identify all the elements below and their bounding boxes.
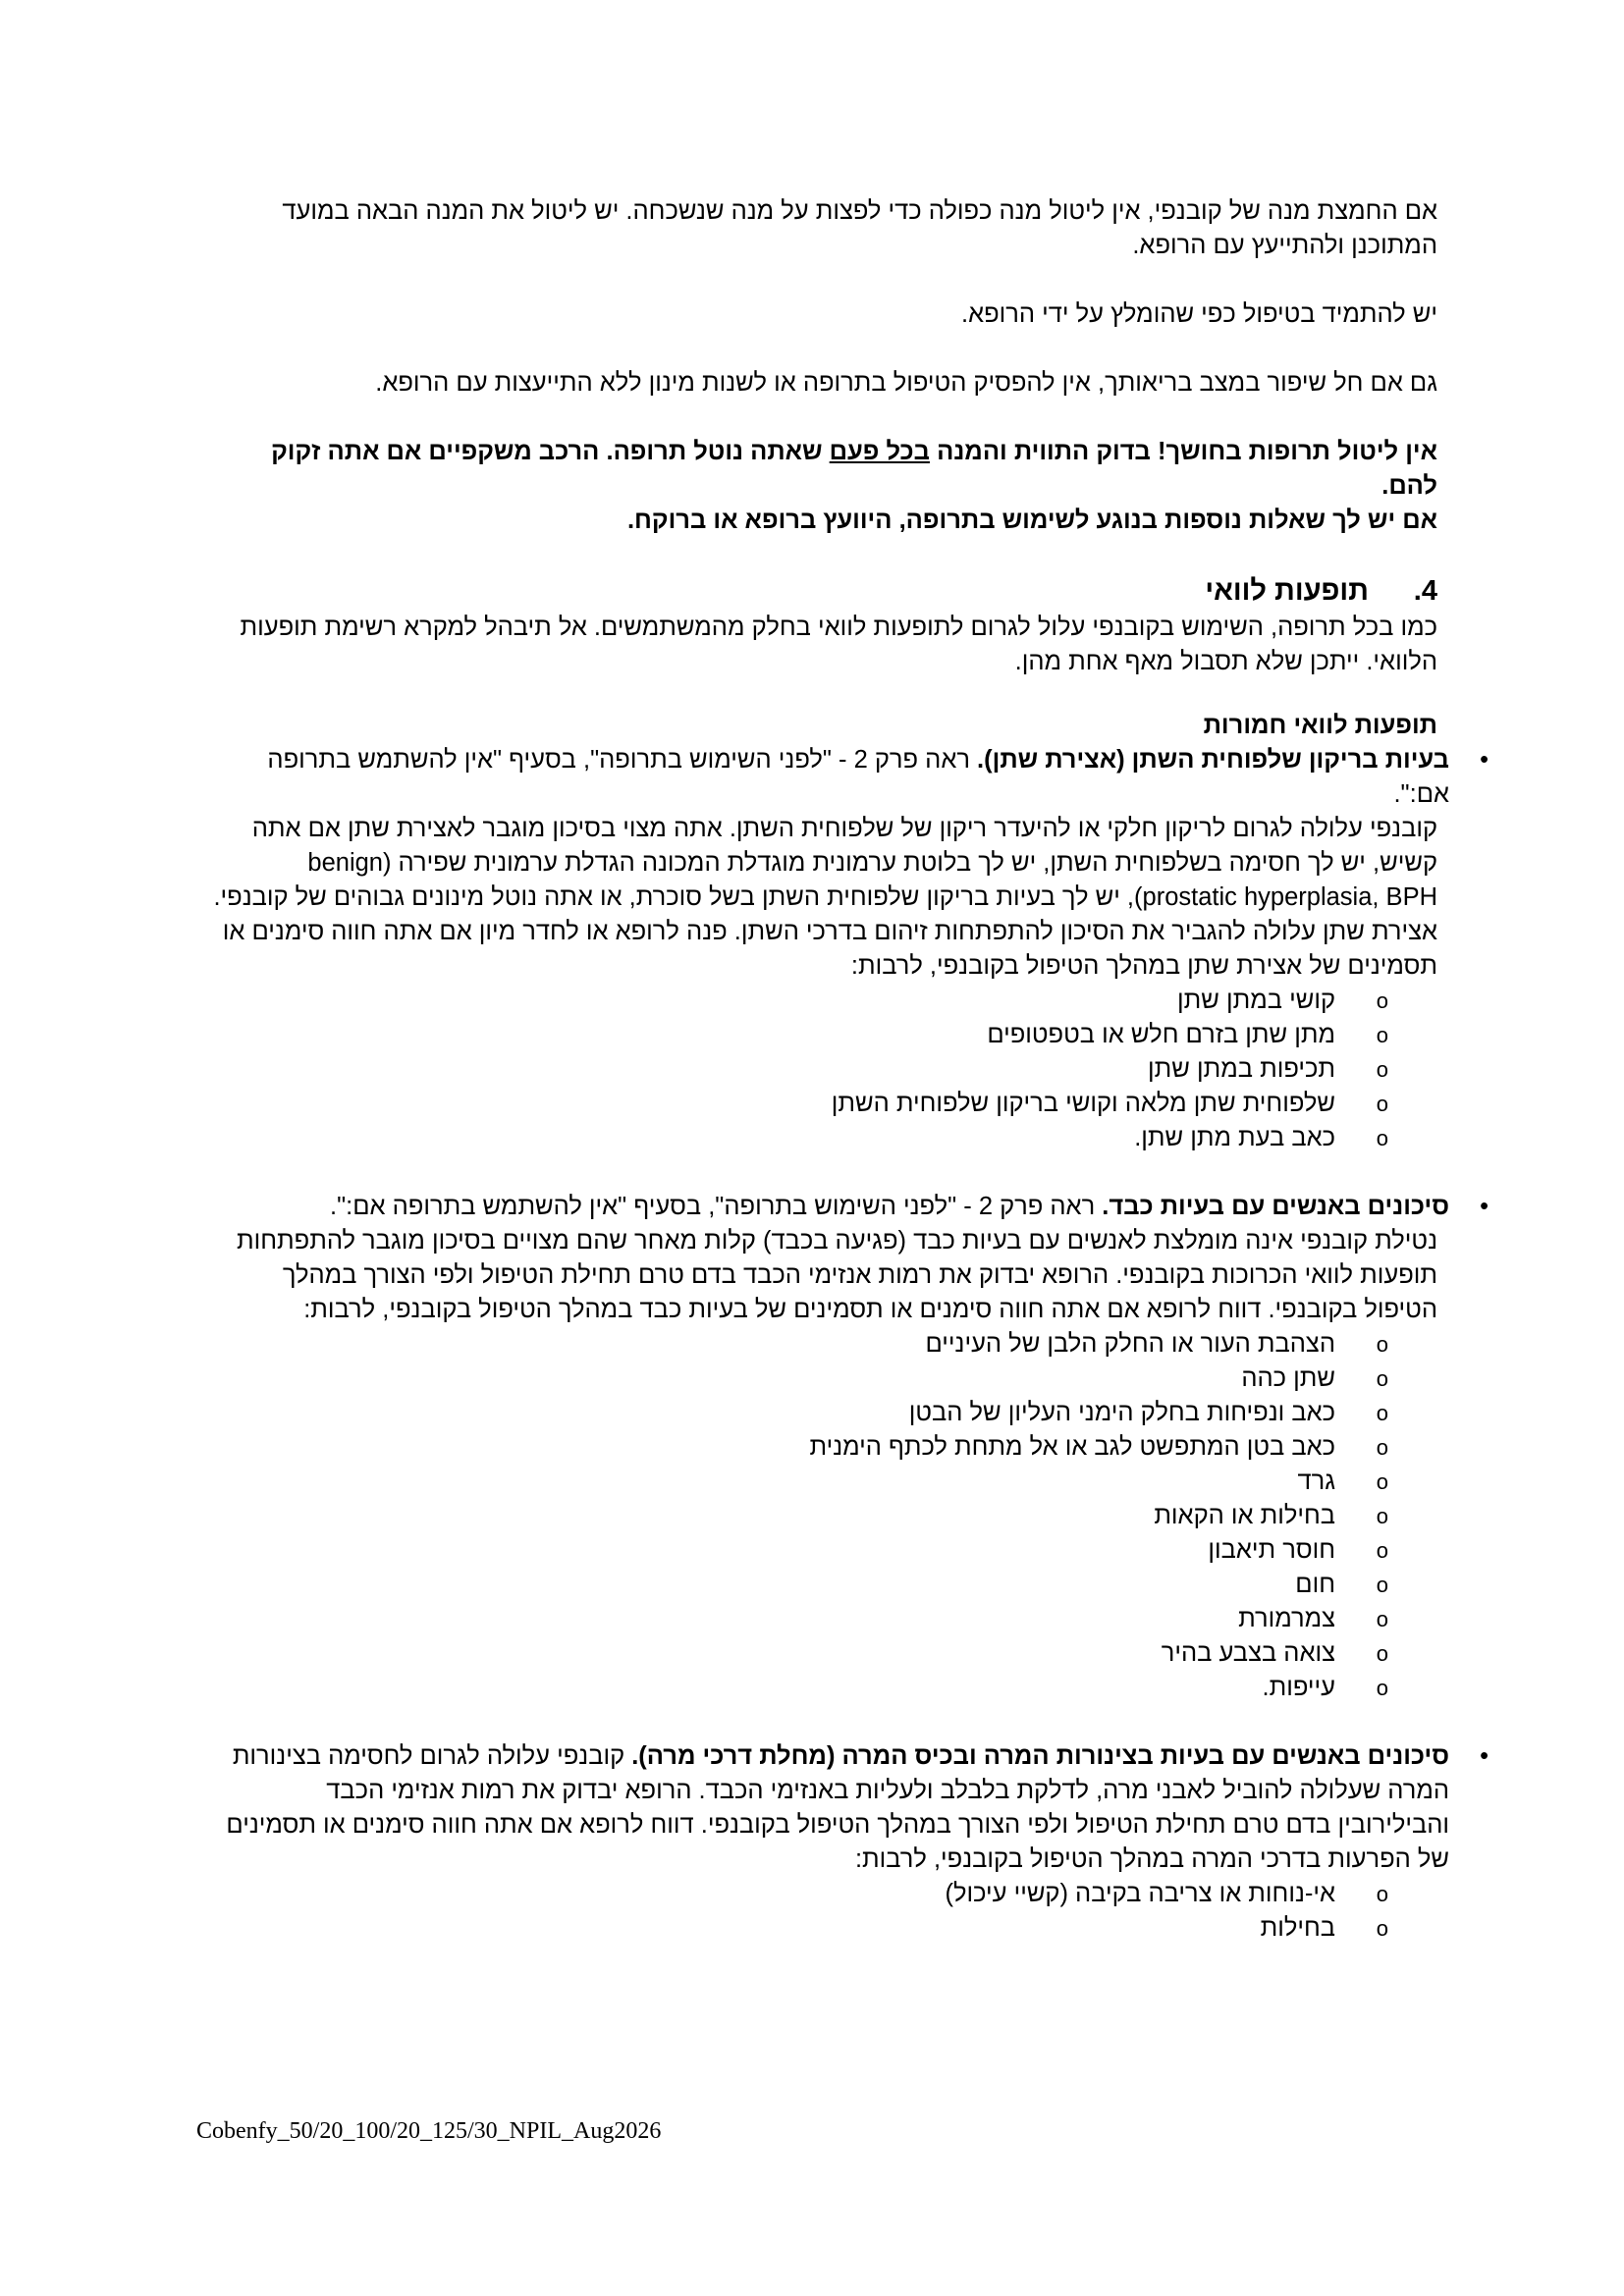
sub-bullet: o bbox=[1376, 1538, 1388, 1563]
list-item: o חוסר תיאבון bbox=[210, 1533, 1437, 1568]
item-title: סיכונים באנשים עם בעיות כבד. bbox=[1102, 1193, 1449, 1220]
item-body: נטילת קובנפי אינה מומלצת לאנשים עם בעיות כבד (פגיעה בכבד) קלות מאחר שהם מצויים בסיכון מוגבר להתפתחות תופעות לוואי הכרוכות בקובנפי. הרופא יבדוק את רמות אנזימי הכבד בדם טרם תחילת הטיפול ולפי הצורך במהלך הטיפול בקובנפי. דווח לרופא אם אתה חווה סימנים או תסמינים של בעיות כבד במהלך הטיפול בקובנפי, לרבות: bbox=[237, 1227, 1437, 1323]
missed-dose-paragraph: אם החמצת מנה של קובנפי, אין ליטול מנה כפולה כדי לפצות על מנה שנשכחה. יש ליטול את המנה הבאה במועד המתוכנן ולהתייעץ עם הרופא. bbox=[282, 197, 1437, 259]
list-item: o אי-נוחות או צריבה בקיבה (קשיי עיכול) bbox=[210, 1877, 1437, 1911]
sub-bullet: o bbox=[1376, 1366, 1388, 1391]
document-footer-code: Cobenfy_50/20_100/20_125/30_NPIL_Aug2026 bbox=[196, 2118, 662, 2144]
warning-underlined: בכל פעם bbox=[829, 438, 930, 465]
bullet-dot: • bbox=[1480, 1193, 1489, 1220]
continue-treatment-paragraph: יש להתמיד בטיפול כפי שהומלץ על ידי הרופא. bbox=[961, 300, 1437, 328]
list-item: o תכיפות במתן שתן bbox=[210, 1052, 1437, 1087]
sub-bullet: o bbox=[1376, 1401, 1388, 1425]
list-item: o צמרמורת bbox=[210, 1602, 1437, 1636]
list-item: o גרד bbox=[210, 1465, 1437, 1499]
side-effect-item bbox=[210, 1190, 1489, 1705]
sub-bullet: o bbox=[1376, 1057, 1388, 1082]
item-sublist bbox=[210, 1327, 1437, 1705]
item-body: קובנפי עלולה לגרום לריקון חלקי או להיעדר ריקון של שלפוחית השתן. אתה מצוי בסיכון מוגבר לאצירת שתן אם אתה קשיש, יש לך חסימה בשלפוחית השתן, יש לך בלוטת ערמונית מוגדלת המכונה הגדלת ערמונית שפירה (benign prostatic hyperplasia, BPH), יש לך בעיות בריקון שלפוחית השתן בשל סוכרת, או אתה נוטל מינונים גבוהים של קובנפי. אצירת שתן עלולה להגביר את הסיכון להתפתחות זיהום בדרכי השתן. פנה לרופא או לחדר מיון אם אתה חווה סימנים או תסמינים של אצירת שתן במהלך הטיפול בקובנפי, לרבות: bbox=[213, 815, 1437, 980]
list-item: o קושי במתן שתן bbox=[210, 984, 1437, 1018]
sub-bullet: o bbox=[1376, 1676, 1388, 1700]
sub-bullet: o bbox=[1376, 1504, 1388, 1528]
item-ref: קובנפי עלולה לגרום לחסימה בצינורות המרה שעלולה להוביל לאבני מרה, לדלקת בלבלב ולעליות באנזימי הכבד. הרופא יבדוק את רמות אנזימי הכבד והבילירובין בדם טרם תחילת הטיפול ולפי הצורך במהלך הטיפול בקובנפי. דווח לרופא אם אתה חווה סימנים או תסמינים של הפרעות בדרכי המרה במהלך הטיפול בקובנפי, לרבות: bbox=[226, 1742, 1449, 1873]
side-effect-item bbox=[210, 1739, 1489, 1946]
item-title: סיכונים באנשים עם בעיות בצינורות המרה ובכיס המרה (מחלת דרכי מרה). bbox=[631, 1742, 1449, 1770]
item-sublist bbox=[210, 984, 1437, 1155]
list-item: o צואה בצבע בהיר bbox=[210, 1636, 1437, 1671]
list-item: o עייפות. bbox=[210, 1671, 1437, 1705]
sub-bullet: o bbox=[1376, 1092, 1388, 1116]
sub-bullet: o bbox=[1376, 1607, 1388, 1631]
sub-bullet: o bbox=[1376, 1435, 1388, 1460]
serious-effects-subhead: תופעות לוואי חמורות bbox=[1203, 712, 1437, 739]
list-item: o כאב בעת מתן שתן. bbox=[210, 1121, 1437, 1155]
warning-line-1: אין ליטול תרופות בחושך! בדוק התווית והמנה בכל פעם שאתה נוטל תרופה. הרכב משקפיים אם אתה זקוק להם. bbox=[271, 438, 1437, 500]
warning-block bbox=[210, 435, 1437, 538]
sub-bullet: o bbox=[1376, 1332, 1388, 1357]
sub-bullet: o bbox=[1376, 1573, 1388, 1597]
item-ref: ראה פרק 2 - "לפני השימוש בתרופה", בסעיף "אין להשתמש בתרופה אם:". bbox=[267, 746, 1449, 808]
list-item: o בחילות bbox=[210, 1911, 1437, 1946]
sub-bullet: o bbox=[1376, 1916, 1388, 1941]
bullet-dot: • bbox=[1480, 746, 1489, 774]
section-heading bbox=[210, 571, 1437, 611]
sub-bullet: o bbox=[1376, 1882, 1388, 1906]
section-number: 4. bbox=[1413, 575, 1437, 607]
list-item: o מתן שתן בזרם חלש או בטפטופים bbox=[210, 1018, 1437, 1052]
list-item: o שלפוחית שתן מלאה וקושי בריקון שלפוחית השתן bbox=[210, 1087, 1437, 1121]
leaflet-content bbox=[210, 194, 1489, 1946]
sub-bullet: o bbox=[1376, 1641, 1388, 1666]
side-effect-item bbox=[210, 743, 1489, 1155]
section-intro: כמו בכל תרופה, השימוש בקובנפי עלול לגרום לתופעות לוואי בחלק מהמשתמשים. אל תיבהל למקרא רשימת תופעות הלוואי. ייתכן שלא תסבול מאף אחת מהן. bbox=[240, 614, 1437, 675]
sub-bullet: o bbox=[1376, 1469, 1388, 1494]
list-item: o חום bbox=[210, 1568, 1437, 1602]
bullet-dot: • bbox=[1480, 1742, 1489, 1770]
warning-line-2: אם יש לך שאלות נוספות בנוגע לשימוש בתרופה, היוועץ ברופא או ברוקח. bbox=[626, 507, 1437, 534]
list-item: o שתן כהה bbox=[210, 1362, 1437, 1396]
list-item: o כאב בטן המתפשט לגב או אל מתחת לכתף הימנית bbox=[210, 1430, 1437, 1465]
do-not-stop-paragraph: גם אם חל שיפור במצב בריאותך, אין להפסיק הטיפול בתרופה או לשנות מינון ללא התייעצות עם הרופא. bbox=[375, 369, 1437, 397]
list-item: o הצהבת העור או החלק הלבן של העיניים bbox=[210, 1327, 1437, 1362]
sub-bullet: o bbox=[1376, 1023, 1388, 1047]
sub-bullet: o bbox=[1376, 1126, 1388, 1150]
item-sublist bbox=[210, 1877, 1437, 1946]
list-item: o בחילות או הקאות bbox=[210, 1499, 1437, 1533]
item-ref: ראה פרק 2 - "לפני השימוש בתרופה", בסעיף "אין להשתמש בתרופה אם:". bbox=[330, 1193, 1103, 1220]
list-item: o כאב ונפיחות בחלק הימני העליון של הבטן bbox=[210, 1396, 1437, 1430]
sub-bullet: o bbox=[1376, 988, 1388, 1013]
section-title: תופעות לוואי bbox=[1205, 575, 1369, 607]
item-title: בעיות בריקון שלפוחית השתן (אצירת שתן). bbox=[977, 746, 1449, 774]
